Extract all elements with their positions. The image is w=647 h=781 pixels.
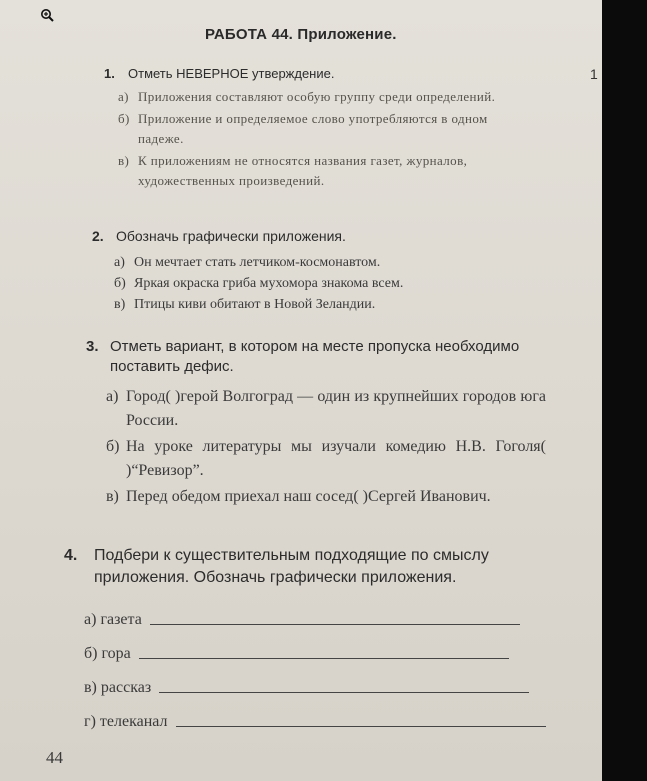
answer-line[interactable] [159,691,529,693]
option-letter: в) [118,153,130,168]
task-4 [64,545,554,739]
option-letter: а) [118,89,129,104]
task-question [92,228,542,244]
answer-line[interactable] [150,623,520,625]
option-c[interactable] [106,485,546,509]
option-text: К приложениям не относятся названия газет, журналов, художественных произведений. [138,153,468,188]
option-text: Он мечтает стать летчиком-космонавтом. [134,255,381,270]
task-number: 2. [92,228,104,244]
option-letter: а) [106,388,119,405]
option-letter: а) [114,255,125,270]
option-text: Приложение и определяемое слово употребляются в одном падеже. [138,111,488,146]
sentence-b[interactable] [114,273,542,294]
zoom-in-icon[interactable] [40,8,54,22]
page-number: 44 [46,748,63,767]
fill-label: а) газета [84,611,142,628]
task-3 [86,337,546,511]
fill-row-a [84,603,554,637]
option-a[interactable] [106,385,546,433]
task-question-text: Отметь НЕВЕРНОЕ утверждение. [128,66,335,81]
option-text: Перед обедом приехал наш сосед( )Сергей Иванович. [126,488,491,505]
task-2 [92,228,542,315]
task-question [86,337,546,377]
option-text: Город( )герой Волгоград — один из крупнейших городов юга России. [126,388,546,429]
fill-row-b [84,637,554,671]
option-letter: в) [114,297,126,312]
options-list [106,385,546,509]
option-b[interactable] [106,435,546,483]
fill-row-d [84,705,554,739]
sentence-a[interactable] [114,252,542,273]
option-letter: б) [118,111,130,126]
option-a[interactable] [118,87,534,107]
option-letter: б) [106,438,120,455]
task-question-text: Отметь вариант, в котором на месте пропуска необходимо поставить дефис. [110,338,520,375]
task-question-text: Обозначь графически приложения. [116,228,346,244]
page-title: РАБОТА 44. Приложение. [205,26,397,43]
option-text: Яркая окраска гриба мухомора знакома всем. [134,276,404,291]
edge-number: 1 [590,66,598,82]
answer-line[interactable] [176,725,546,727]
option-letter: в) [106,488,119,505]
task-question [64,545,554,589]
task-question-text: Подбери к существительным подходящие по смыслу приложения. Обозначь графически приложения. [94,547,489,586]
task-number: 1. [104,66,115,81]
task-question [104,66,534,81]
fill-in-list [84,603,554,739]
task-number: 3. [86,338,99,355]
fill-row-c [84,671,554,705]
option-b[interactable] [118,109,534,149]
option-letter: б) [114,276,126,291]
answer-line[interactable] [139,657,509,659]
fill-label: б) гора [84,645,131,662]
fill-label: г) телеканал [84,713,168,730]
task-number: 4. [64,547,78,564]
fill-label: в) рассказ [84,679,152,696]
option-text: На уроке литературы мы изучали комедию Н.В. Гоголя( )“Ревизор”. [126,438,546,479]
option-c[interactable] [118,151,534,191]
options-list [114,252,542,315]
sentence-c[interactable] [114,294,542,315]
task-1 [104,66,534,193]
options-list [118,87,534,191]
option-text: Приложения составляют особую группу среди определений. [138,89,496,104]
option-text: Птицы киви обитают в Новой Зеландии. [134,297,376,312]
